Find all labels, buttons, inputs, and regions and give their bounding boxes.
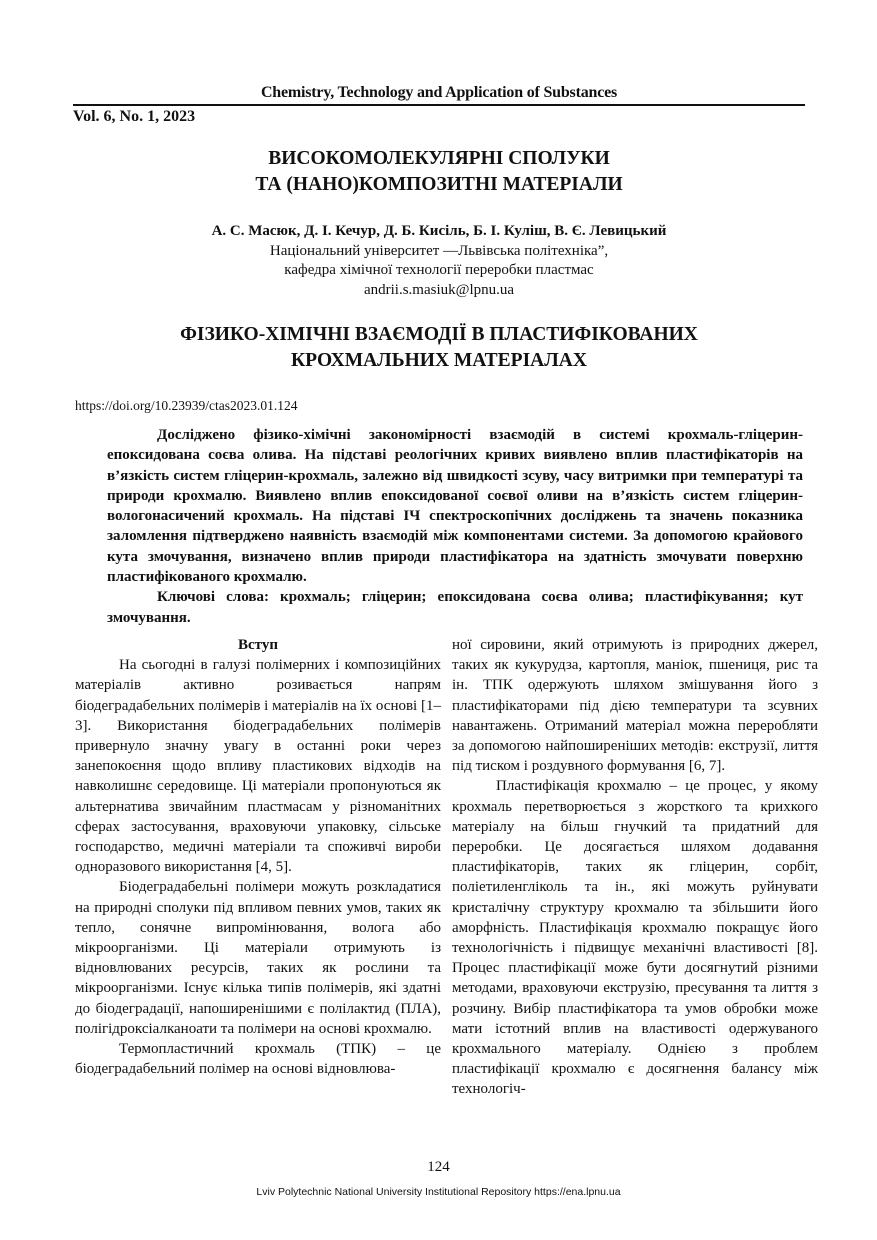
- keywords: Ключові слова: крохмаль; гліцерин; епоксидована соєва олива; пластифікування; кут змочування.: [107, 589, 803, 626]
- doi-link[interactable]: https://doi.org/10.23939/ctas2023.01.124: [75, 398, 298, 413]
- affiliation-university: Національний університет ―Львівська політехніка”,: [269, 242, 609, 259]
- paragraph: Пластифікація крохмалю – це процес, у якому крохмаль перетворюється з жорсткого та крихкого матеріалу на більш гнучкий та придатний для переробки. Це досягається шляхом додавання пластифікаторів, таких як гліцерин, сорбіт, поліетиленгліколь та ін., які можуть руйнувати кристалічну структуру крохмалю та збільшити його аморфність. Пластифікація крохмалю покращує його технологічність і підвищує механічні властивості [8]. Процес пластифікації може бути досягнутий різними методами, враховуючи екструзію, пресування та лиття з розчину. Вибір пластифікатора та умов обробки може мати істотний вплив на властивості одержуваного крохмального матеріалу. Однією з проблем пластифікації крохмалю є досягнення балансу між технологіч-: [452, 778, 818, 1098]
- paragraph: ної сировини, який отримують із природних джерел, таких як кукурудза, картопля, маніок, пшениця, рис та ін. ТПК одержують шляхом змішування його з пластифікаторами під дією температури та зсувних навантажень. Отриманий матеріал можна переробляти за допомогою найпоширеніших методів: екструзії, лиття під тиском і роздувного формування [6, 7].: [452, 637, 818, 775]
- body-column-left: [75, 635, 441, 1079]
- author-email[interactable]: andrii.s.masiuk@lpnu.ua: [363, 281, 515, 298]
- paper-title: [73, 322, 805, 374]
- abstract: [107, 425, 803, 628]
- author-names: А. С. Масюк, Д. І. Кечур, Д. Б. Кисіль, Б. І. Куліш, В. Є. Левицький: [211, 223, 667, 239]
- section-title-line-1: ВИСОКОМОЛЕКУЛЯРНІ СПОЛУКИ: [268, 148, 610, 169]
- paper-title-line-1: ФІЗИКО-ХІМІЧНІ ВЗАЄМОДІЇ В ПЛАСТИФІКОВАНИХ: [180, 324, 698, 345]
- section-title-line-2: ТА (НАНО)КОМПОЗИТНІ МАТЕРІАЛИ: [255, 174, 623, 195]
- header-divider: [73, 104, 805, 106]
- abstract-text: Досліджено фізико-хімічні закономірності взаємодій в системі крохмаль-гліцерин-епоксидована соєва олива. На підставі реологічних кривих виявлено вплив пластифікаторів на в’язкість систем гліцерин-крохмаль, залежно від швидкості зсуву, часу витримки при температурі та природи крохмалю. Виявлено вплив епоксидованої соєвої оливи на в’язкість систем гліцерин-вологонасичений крохмаль. На підставі ІЧ спектроскопічних досліджень та значень показника заломлення підтверджено наявність взаємодій між компонентами системи. За допомогою крайового кута змочування, визначено вплив природи пластифікатора на здатність змочувати поверхню пластифікованого крохмалю.: [107, 427, 803, 586]
- paragraph: Термопластичний крохмаль (ТПК) – це біодеградабельний полімер на основі відновлюва-: [75, 1041, 441, 1078]
- paper-title-line-2: КРОХМАЛЬНИХ МАТЕРІАЛАХ: [291, 350, 587, 371]
- journal-title: Chemistry, Technology and Application of Substances: [260, 84, 618, 101]
- volume-info: Vol. 6, No. 1, 2023: [73, 108, 196, 125]
- affiliation-department: кафедра хімічної технології переробки пластмас: [284, 262, 594, 278]
- page-number: 124: [427, 1159, 450, 1175]
- section-title: [73, 146, 805, 198]
- author-block: [73, 222, 805, 300]
- paragraph: На сьогодні в галузі полімерних і композиційних матеріалів активно розивається напрям біодеградабельних полімерів і матеріалів на їх основі [1–3]. Використання біодеградабельних полімерів привернуло значну увагу в останні роки через занепокоєння щодо впливу пластикових відходів на навколишнє середовище. Ці матеріали пропонуються як альтернатива звичайним пластмасам у різноманітних сферах застосування, враховуючи упаковку, сільське господарство, медичні матеріали та споживчі вироби одноразового використання [4, 5].: [75, 657, 441, 876]
- section-heading-introduction: Вступ: [238, 637, 278, 653]
- paragraph: Біодеградабельні полімери можуть розкладатися на природні сполуки під впливом певних умов, таких як тепло, сонячне випромінювання, волога або мікроорганізми. Ці матеріали отримують із відновлюваних ресурсів, таких як рослини та мікроорганізми. Існує кілька типів полімерів, які здатні до біодеградації, напоширенішими є полілактид (ПЛА), полігідроксіалканоати та полімери на основі крохмалю.: [75, 879, 441, 1037]
- repository-footer: Lviv Polytechnic National University Institutional Repository https://ena.lpnu.ua: [256, 1186, 621, 1198]
- body-column-right: [452, 635, 818, 1100]
